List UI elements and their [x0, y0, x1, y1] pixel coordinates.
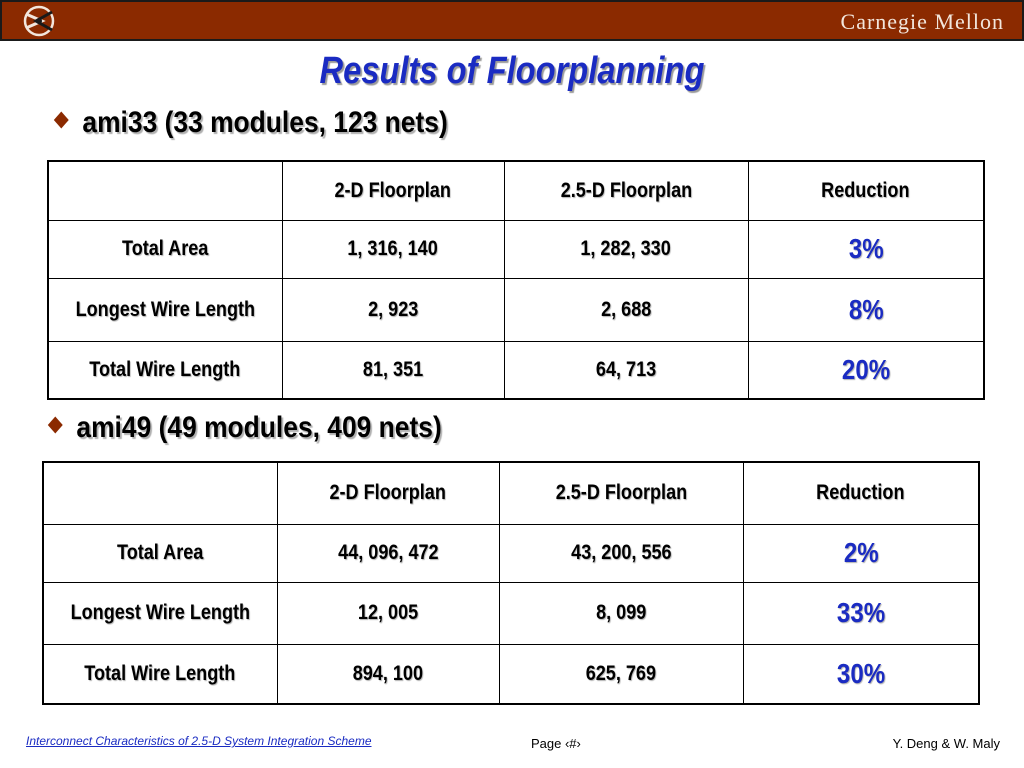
- table-header-cell: Reduction: [748, 161, 984, 220]
- table-header-cell: 2-D Floorplan: [277, 462, 499, 524]
- row-label: Total Wire Length: [48, 341, 282, 399]
- section-1-heading: ami33 (33 modules, 123 nets): [82, 106, 448, 139]
- table-header-row: [43, 462, 979, 524]
- row-label: Total Wire Length: [43, 644, 277, 704]
- header-banner: [0, 0, 1024, 41]
- value-25d: 8, 099: [499, 582, 743, 644]
- value-reduction: 30%: [743, 644, 979, 704]
- row-label: Total Area: [48, 220, 282, 278]
- table-row: [43, 582, 979, 644]
- section-2-heading: ami49 (49 modules, 409 nets): [76, 411, 442, 444]
- value-2d: 12, 005: [277, 582, 499, 644]
- footer-page-number: Page ‹#›: [531, 736, 581, 751]
- value-reduction: 3%: [748, 220, 984, 278]
- table-header-row: [48, 161, 984, 220]
- section-1-bullet: [56, 106, 448, 140]
- slide-title: Results of Floorplanning: [319, 50, 705, 92]
- table-row: [43, 644, 979, 704]
- diamond-bullet-icon: [54, 112, 69, 129]
- diamond-bullet-icon: [48, 417, 63, 434]
- value-reduction: 8%: [748, 278, 984, 341]
- results-table-ami49: [42, 461, 980, 705]
- cmu-logo-icon: [20, 4, 58, 38]
- table-header-empty: [48, 161, 282, 220]
- table-row: [43, 524, 979, 582]
- row-label: Longest Wire Length: [43, 582, 277, 644]
- table-row: [48, 220, 984, 278]
- row-label: Total Area: [43, 524, 277, 582]
- value-25d: 625, 769: [499, 644, 743, 704]
- brand-name: Carnegie Mellon: [840, 9, 1004, 34]
- table-row: [48, 341, 984, 399]
- table-header-cell: Reduction: [743, 462, 979, 524]
- value-25d: 1, 282, 330: [504, 220, 748, 278]
- results-table-ami33: [47, 160, 985, 400]
- table-header-empty: [43, 462, 277, 524]
- value-25d: 43, 200, 556: [499, 524, 743, 582]
- table-header-cell: 2.5-D Floorplan: [504, 161, 748, 220]
- table-row: [48, 278, 984, 341]
- value-2d: 1, 316, 140: [282, 220, 504, 278]
- footer-authors: Y. Deng & W. Maly: [892, 736, 1000, 751]
- value-2d: 81, 351: [282, 341, 504, 399]
- row-label: Longest Wire Length: [48, 278, 282, 341]
- value-2d: 44, 096, 472: [277, 524, 499, 582]
- value-reduction: 20%: [748, 341, 984, 399]
- section-2-bullet: [50, 411, 442, 445]
- table-header-cell: 2-D Floorplan: [282, 161, 504, 220]
- value-reduction: 2%: [743, 524, 979, 582]
- footer-presentation-title: Interconnect Characteristics of 2.5-D System Integration Scheme: [26, 734, 372, 748]
- table-header-cell: 2.5-D Floorplan: [499, 462, 743, 524]
- value-25d: 2, 688: [504, 278, 748, 341]
- value-2d: 894, 100: [277, 644, 499, 704]
- value-reduction: 33%: [743, 582, 979, 644]
- value-25d: 64, 713: [504, 341, 748, 399]
- value-2d: 2, 923: [282, 278, 504, 341]
